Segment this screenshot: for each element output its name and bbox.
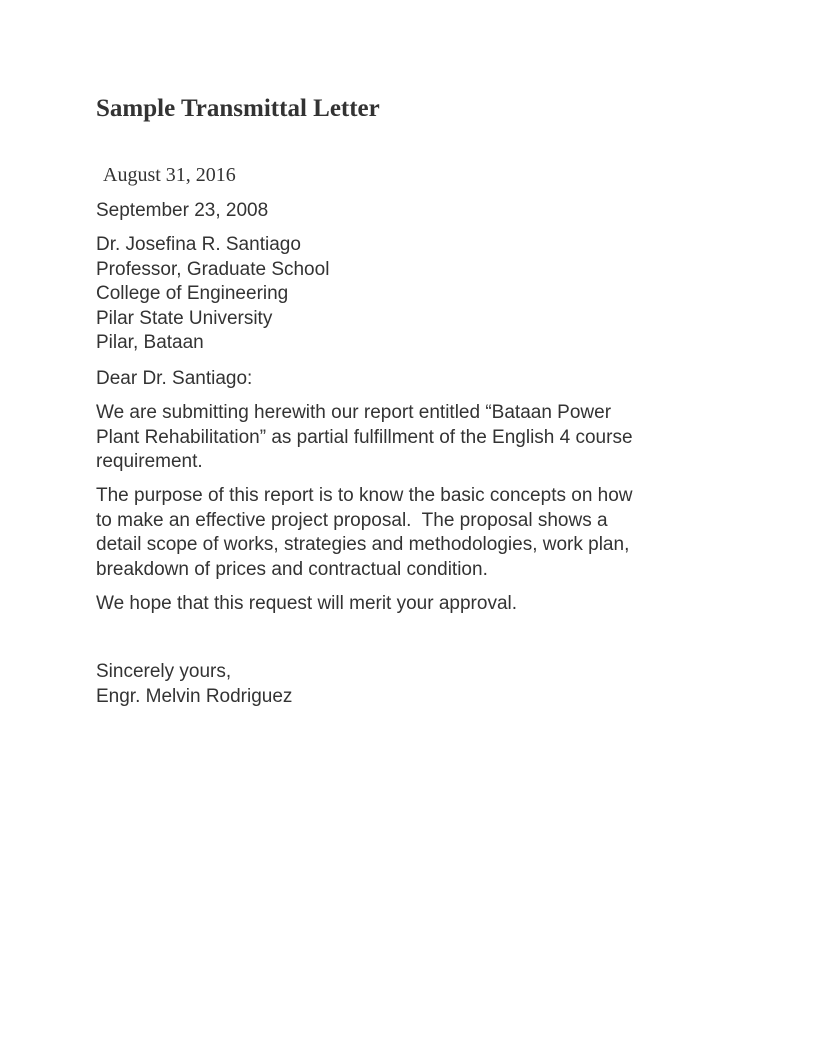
paragraph-1-line: Plant Rehabilitation” as partial fulfillment of the English 4 course [96, 426, 633, 448]
header-date: August 31, 2016 [103, 164, 236, 186]
recipient-university: Pilar State University [96, 307, 273, 329]
recipient-position: Professor, Graduate School [96, 258, 330, 280]
closing-block [96, 660, 696, 709]
recipient-address [96, 233, 696, 356]
paragraph-2-line: The purpose of this report is to know the basic concepts on how [96, 485, 633, 506]
closing: Sincerely yours, [96, 661, 232, 682]
salutation: Dear Dr. Santiago: [96, 368, 253, 389]
paragraph-2-line: detail scope of works, strategies and methodologies, work plan, [96, 534, 630, 556]
recipient-college: College of Engineering [96, 283, 289, 305]
paragraph-1-line: requirement. [96, 451, 203, 473]
recipient-name: Dr. Josefina R. Santiago [96, 234, 301, 255]
signer-name: Engr. Melvin Rodriguez [96, 685, 293, 707]
paragraph-3: We hope that this request will merit your approval. [96, 593, 518, 614]
paragraph-2 [96, 484, 696, 582]
paragraph-1-line: We are submitting herewith our report entitled “Bataan Power [96, 402, 612, 423]
paragraph-2-line: to make an effective project proposal. The proposal shows a [96, 509, 608, 531]
letter-date: September 23, 2008 [96, 200, 269, 221]
recipient-location: Pilar, Bataan [96, 332, 204, 354]
paragraph-2-line: breakdown of prices and contractual condition. [96, 558, 488, 580]
paragraph-1 [96, 401, 696, 475]
document-title: Sample Transmittal Letter [96, 95, 380, 122]
